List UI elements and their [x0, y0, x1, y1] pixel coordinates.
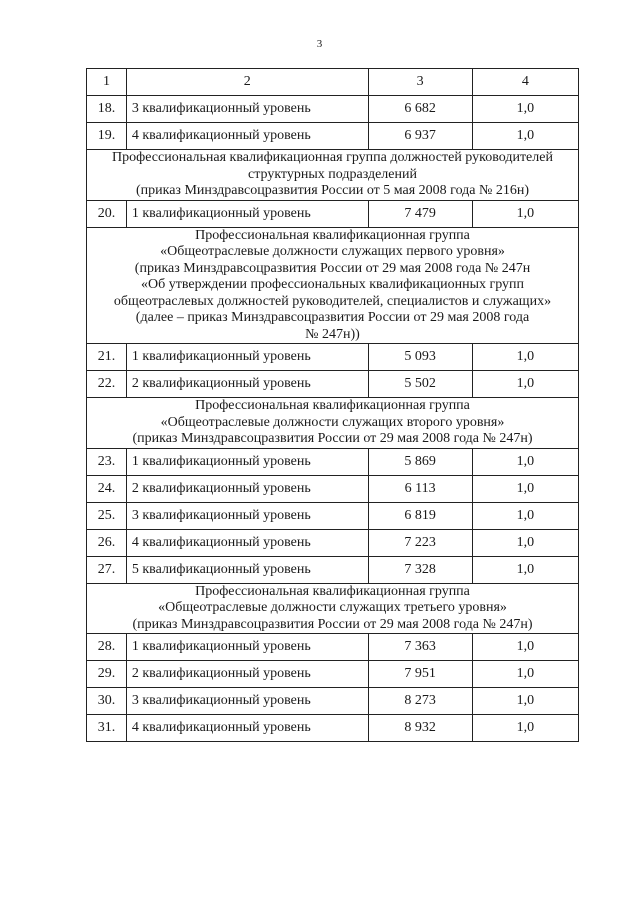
salary-value: 6 682: [368, 96, 472, 123]
row-number: 19.: [87, 123, 127, 150]
coefficient-value: 1,0: [472, 502, 578, 529]
group-title-line: «Общеотраслевые должности служащих первого уровня»: [160, 244, 505, 259]
table-row: [87, 123, 579, 150]
salary-value: 6 937: [368, 123, 472, 150]
table-row: [87, 661, 579, 688]
group-title-line: структурных подразделений: [248, 166, 417, 182]
group-title-line: Профессиональная квалификационная группа должностей руководителей: [112, 150, 553, 165]
group-header-row: [87, 150, 579, 201]
group-title-line: Профессиональная квалификационная группа: [195, 227, 470, 243]
group-title-line: «Общеотраслевые должности служащих второго уровня»: [160, 414, 505, 430]
group-title: [87, 150, 579, 201]
salary-value: 7 479: [368, 200, 472, 227]
page-number: 3: [316, 38, 323, 50]
row-number: 23.: [87, 448, 127, 475]
coefficient-value: 1,0: [472, 556, 578, 583]
salary-value: 8 932: [368, 715, 472, 742]
qualification-level: 4 квалификационный уровень: [126, 529, 368, 556]
qualification-level: 3 квалификационный уровень: [126, 688, 368, 715]
row-number: 20.: [87, 200, 127, 227]
coefficient-value: 1,0: [472, 475, 578, 502]
row-number: 24.: [87, 475, 127, 502]
group-title-line: «Об утверждении профессиональных квалификационных групп: [140, 277, 525, 292]
salary-value: 5 502: [368, 371, 472, 398]
column-header: 3: [368, 69, 472, 96]
salary-value: 8 273: [368, 688, 472, 715]
row-number: 22.: [87, 371, 127, 398]
group-title-line: (приказ Минздравсоцразвития России от 29 мая 2008 года № 247н: [134, 260, 531, 276]
group-title-line: общеотраслевых должностей руководителей, специалистов и служащих»: [113, 293, 552, 309]
salary-table: [86, 68, 579, 742]
table-row: [87, 448, 579, 475]
table-row: [87, 96, 579, 123]
row-number: 18.: [87, 96, 127, 123]
qualification-level: 3 квалификационный уровень: [126, 96, 368, 123]
coefficient-value: 1,0: [472, 200, 578, 227]
qualification-level: 2 квалификационный уровень: [126, 371, 368, 398]
coefficient-value: 1,0: [472, 688, 578, 715]
qualification-level: 1 квалификационный уровень: [126, 634, 368, 661]
table-row: [87, 715, 579, 742]
salary-value: 7 951: [368, 661, 472, 688]
group-title-line: (приказ Минздравсоцразвития России от 5 мая 2008 года № 216н): [135, 183, 530, 198]
group-title: [87, 583, 579, 634]
qualification-level: 2 квалификационный уровень: [126, 475, 368, 502]
group-title: [87, 227, 579, 344]
table-row: [87, 502, 579, 529]
group-title-line: № 247н)): [305, 326, 360, 342]
coefficient-value: 1,0: [472, 634, 578, 661]
coefficient-value: 1,0: [472, 344, 578, 371]
group-title: [87, 398, 579, 449]
table-header-row: [87, 69, 579, 96]
table-row: [87, 529, 579, 556]
group-header-row: [87, 583, 579, 634]
table-row: [87, 475, 579, 502]
table-row: [87, 634, 579, 661]
salary-value: 5 093: [368, 344, 472, 371]
salary-value: 5 869: [368, 448, 472, 475]
table-row: [87, 200, 579, 227]
group-title-line: (приказ Минздравсоцразвития России от 29 мая 2008 года № 247н): [132, 616, 533, 632]
column-header: 1: [87, 69, 127, 96]
salary-value: 7 328: [368, 556, 472, 583]
salary-value: 7 363: [368, 634, 472, 661]
table-row: [87, 556, 579, 583]
group-header-row: [87, 398, 579, 449]
coefficient-value: 1,0: [472, 661, 578, 688]
qualification-level: 1 квалификационный уровень: [126, 344, 368, 371]
row-number: 28.: [87, 634, 127, 661]
row-number: 25.: [87, 502, 127, 529]
row-number: 31.: [87, 715, 127, 742]
qualification-level: 2 квалификационный уровень: [126, 661, 368, 688]
salary-value: 6 113: [368, 475, 472, 502]
row-number: 27.: [87, 556, 127, 583]
group-header-row: [87, 227, 579, 344]
salary-value: 6 819: [368, 502, 472, 529]
qualification-level: 4 квалификационный уровень: [126, 123, 368, 150]
row-number: 29.: [87, 661, 127, 688]
column-header: 2: [126, 69, 368, 96]
qualification-level: 1 квалификационный уровень: [126, 448, 368, 475]
group-title-line: Профессиональная квалификационная группа: [195, 398, 470, 413]
group-title-line: Профессиональная квалификационная группа: [195, 583, 470, 599]
row-number: 21.: [87, 344, 127, 371]
coefficient-value: 1,0: [472, 371, 578, 398]
table-row: [87, 344, 579, 371]
salary-value: 7 223: [368, 529, 472, 556]
table-row: [87, 371, 579, 398]
coefficient-value: 1,0: [472, 715, 578, 742]
qualification-level: 4 квалификационный уровень: [126, 715, 368, 742]
group-title-line: «Общеотраслевые должности служащих третьего уровня»: [158, 600, 507, 615]
qualification-level: 1 квалификационный уровень: [126, 200, 368, 227]
table-body: [87, 69, 579, 742]
qualification-level: 5 квалификационный уровень: [126, 556, 368, 583]
qualification-level: 3 квалификационный уровень: [126, 502, 368, 529]
table-row: [87, 688, 579, 715]
coefficient-value: 1,0: [472, 96, 578, 123]
group-title-line: (приказ Минздравсоцразвития России от 29 мая 2008 года № 247н): [132, 431, 533, 446]
row-number: 30.: [87, 688, 127, 715]
coefficient-value: 1,0: [472, 123, 578, 150]
group-title-line: (далее – приказ Минздравсоцразвития России от 29 мая 2008 года: [135, 310, 530, 325]
row-number: 26.: [87, 529, 127, 556]
coefficient-value: 1,0: [472, 529, 578, 556]
coefficient-value: 1,0: [472, 448, 578, 475]
column-header: 4: [472, 69, 578, 96]
